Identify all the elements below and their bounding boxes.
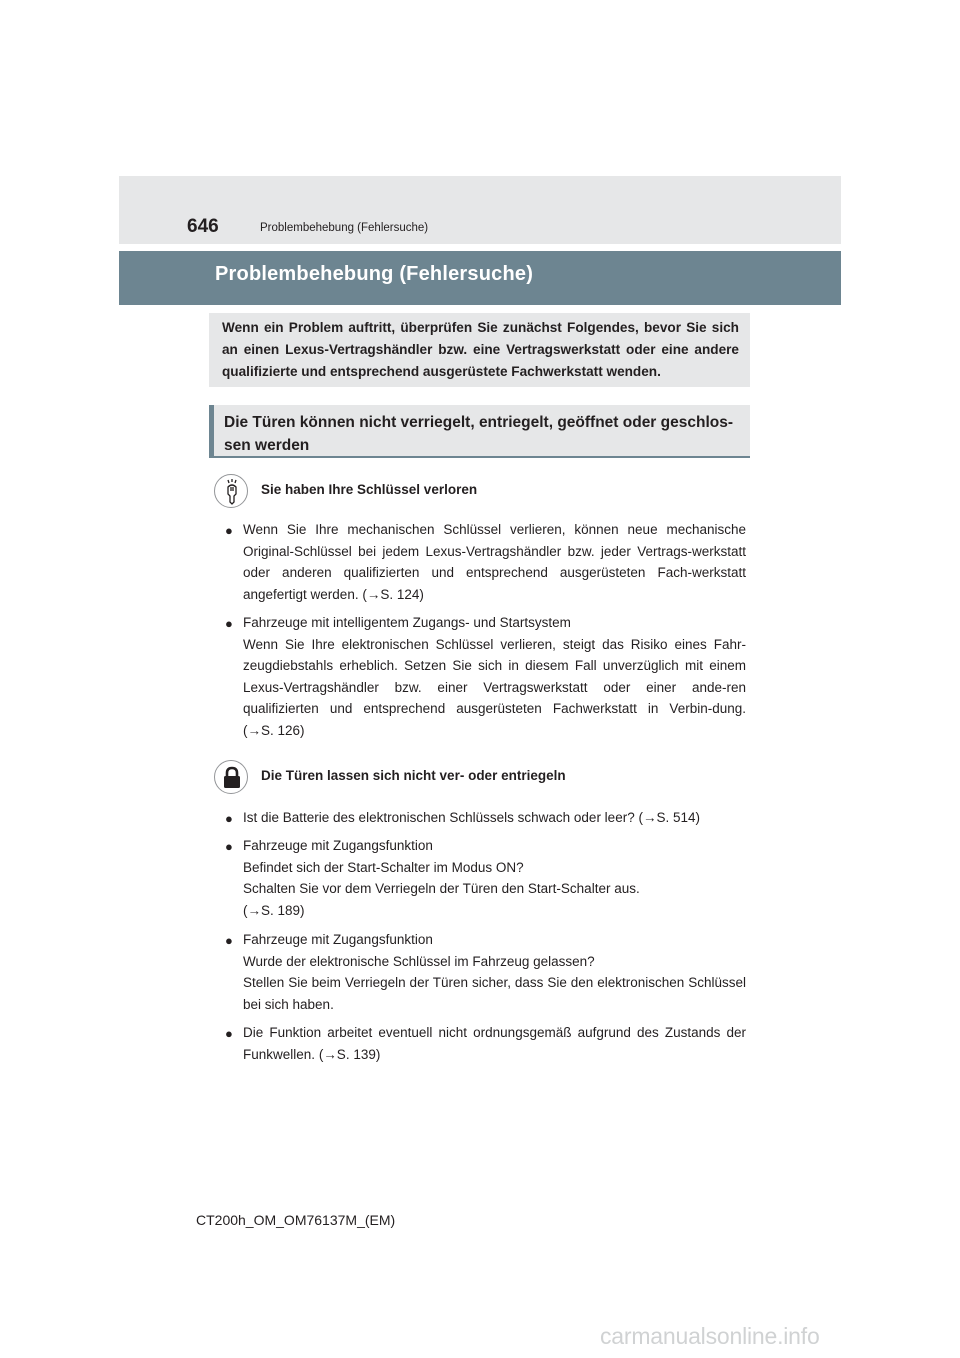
paragraph-text: Wenn Sie Ihre mechanischen Schlüssel verlieren, können neue mechanische Original-Schlüssel bei jedem Lexus-Vertragshändler bzw. jeder Vertrags-werkstatt oder anderen qualifizierten und entsprechend ausgerüsteten Fach-werkstatt angefertigt werden.: [243, 522, 746, 602]
header-band: [119, 176, 841, 244]
section-heading-line-1: Die Türen können nicht verriegelt, entriegelt, geöffnet oder geschlos-: [224, 414, 734, 431]
page-reference: (→S. 514): [638, 810, 701, 825]
running-title: Problembehebung (Fehlersuche): [260, 222, 429, 234]
bullet-icon: ●: [225, 933, 233, 948]
subheading-keys-lost: Sie haben Ihre Schlüssel verloren: [261, 482, 478, 497]
section-heading-line-2: sen werden: [224, 437, 310, 454]
paragraph-electronic-keys: [243, 612, 746, 741]
page-reference: (→S. 139): [318, 1046, 381, 1062]
intro-text: Wenn ein Problem auftritt, überprüfen Sie zunächst Folgendes, bevor Sie sich an einen Lexus-Vertragshändler bzw. eine Vertragswerkstatt oder eine andere qualifizierte und entsprechend ausgerüstete Fachwerkstatt wenden.: [222, 320, 739, 379]
paragraph-text: Wenn Sie Ihre elektronischen Schlüssel verlieren, steigt das Risiko eines Fahr-zeugdiebstahls erheblich. Setzen Sie sich in diesem Fall unverzüglich mit einem Lexus-Vertragshändler bzw. einer Vertragswerkstatt oder einer ande-ren qualifizierten und entsprechend ausgerüsteten Fachwerkstatt in Verbin-dung.: [243, 636, 746, 716]
section-heading: [224, 411, 746, 457]
paragraph-start-switch: [243, 835, 746, 921]
page-reference: (→S. 126): [243, 722, 305, 738]
lock-icon: [214, 760, 248, 794]
subheading-doors-lock: Die Türen lassen sich nicht ver- oder entriegeln: [261, 768, 566, 783]
page-title: Problembehebung (Fehlersuche): [215, 263, 534, 285]
paragraph-key-in-vehicle: [243, 929, 746, 1015]
paragraph-text: Ist die Batterie des elektronischen Schlüssels schwach oder leer?: [243, 810, 635, 825]
paragraph-text: Die Funktion arbeitet eventuell nicht ordnungsgemäß aufgrund des Zustands der Funkwellen.: [243, 1025, 746, 1062]
paragraph-line: Schalten Sie vor dem Verriegeln der Türen den Start-Schalter aus.: [243, 881, 640, 896]
paragraph-text: Stellen Sie beim Verriegeln der Türen sicher, dass Sie den elektronischen Schlüssel bei sich haben.: [243, 975, 746, 1012]
document-code: CT200h_OM_OM76137M_(EM): [196, 1212, 396, 1228]
bullet-icon: ●: [225, 1026, 233, 1041]
bullet-icon: ●: [225, 839, 233, 854]
paragraph-lead: Fahrzeuge mit Zugangsfunktion: [243, 838, 433, 853]
page-reference: (→S. 124): [362, 586, 424, 602]
paragraph-battery: [243, 807, 746, 829]
paragraph-mechanical-keys: [243, 519, 746, 605]
paragraph-line: Wurde der elektronische Schlüssel im Fahrzeug gelassen?: [243, 953, 595, 969]
bullet-icon: ●: [225, 811, 233, 826]
paragraph-lead: Fahrzeuge mit intelligentem Zugangs- und Startsystem: [243, 615, 571, 630]
key-icon: [214, 474, 248, 508]
bullet-icon: ●: [225, 523, 233, 538]
paragraph-radio-waves: [243, 1022, 746, 1065]
watermark: carmanualsonline.info: [600, 1323, 820, 1349]
paragraph-line: Befindet sich der Start-Schalter im Modus ON?: [243, 859, 524, 875]
paragraph-lead: Fahrzeuge mit Zugangsfunktion: [243, 932, 433, 947]
bullet-icon: ●: [225, 616, 233, 631]
page-number: 646: [187, 216, 219, 237]
page-reference: (→S. 189): [243, 902, 305, 918]
